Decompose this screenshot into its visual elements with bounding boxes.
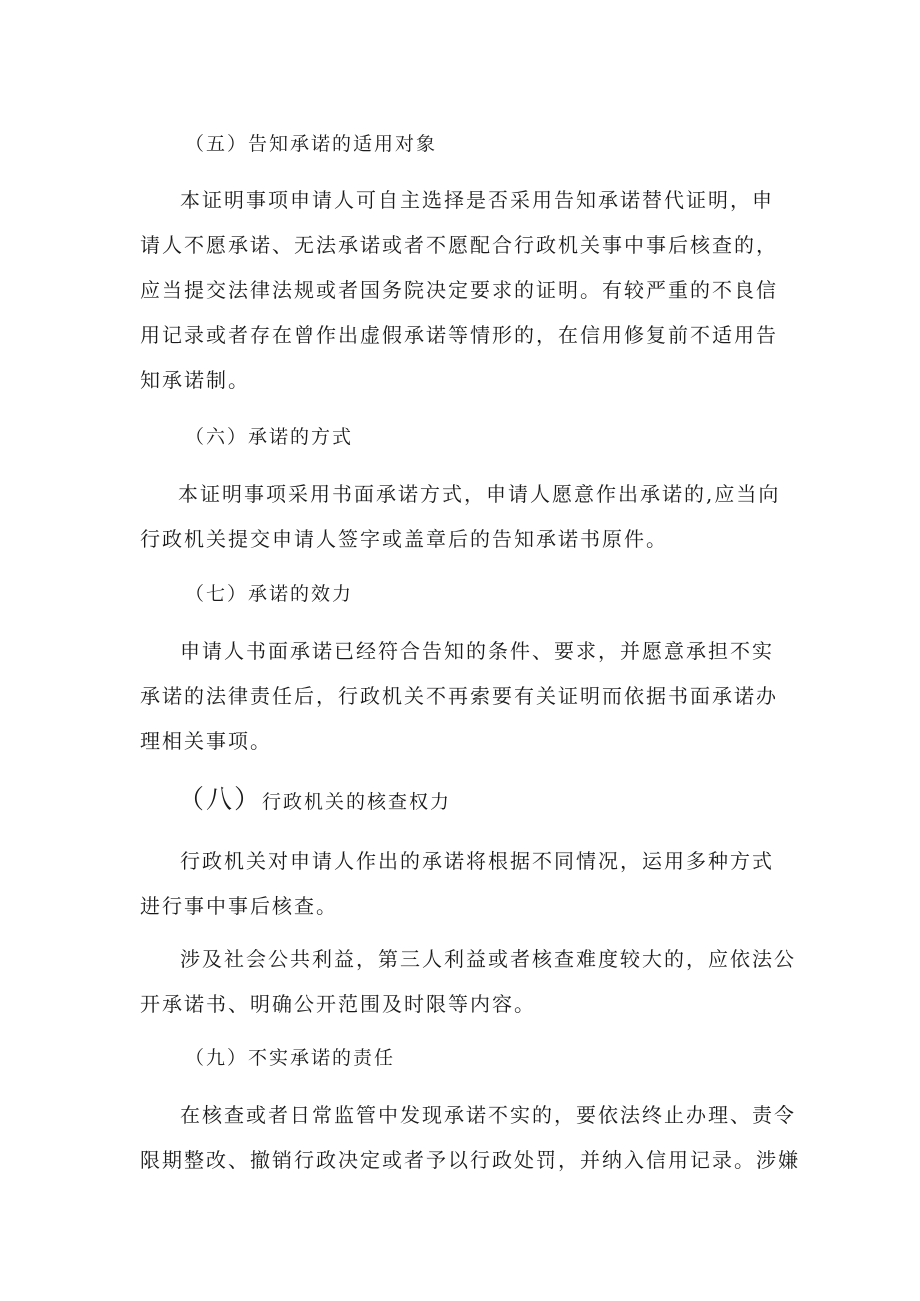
heading-number: （八）: [178, 785, 263, 815]
section-heading-7: （七）承诺的效力: [185, 583, 354, 605]
paragraph-line: 承诺的法律责任后，行政机关不再索要有关证明而依据书面承诺办: [140, 684, 778, 708]
paragraph-line: 开承诺书、明确公开范围及时限等内容。: [140, 992, 536, 1016]
section-heading-9: （九）不实承诺的责任: [185, 1047, 396, 1069]
paragraph-line: 用记录或者存在曾作出虚假承诺等情形的，在信用修复前不适用告: [140, 323, 778, 347]
paragraph-line: 理相关事项。: [140, 729, 272, 753]
paragraph-line: 本证明事项采用书面承诺方式，申请人愿意作出承诺的,应当向: [178, 482, 781, 506]
paragraph-line: 应当提交法律法规或者国务院决定要求的证明。有较严重的不良信: [140, 278, 778, 302]
section-heading-8: [178, 786, 451, 816]
section-heading-6: （六）承诺的方式: [185, 426, 354, 448]
section-heading-5: （五）告知承诺的适用对象: [185, 133, 438, 155]
paragraph-line: 申请人书面承诺已经符合告知的条件、要求，并愿意承担不实: [180, 639, 774, 663]
paragraph-line: 行政机关对申请人作出的承诺将根据不同情况，运用多种方式: [180, 849, 774, 873]
paragraph-line: 涉及社会公共利益，第三人利益或者核查难度较大的，应依法公: [180, 947, 796, 971]
paragraph-line: 请人不愿承诺、无法承诺或者不愿配合行政机关事中事后核查的，: [140, 233, 778, 257]
heading-text: 行政机关的核查权力: [262, 791, 452, 813]
paragraph-line: 行政机关提交申请人签字或盖章后的告知承诺书原件。: [140, 527, 668, 551]
paragraph-line: 限期整改、撤销行政决定或者予以行政处罚，并纳入信用记录。涉嫌: [140, 1148, 800, 1172]
paragraph-line: 在核查或者日常监管中发现承诺不实的，要依法终止办理、责令: [180, 1103, 796, 1127]
paragraph-line: 进行事中事后核查。: [140, 894, 338, 918]
paragraph-line: 本证明事项申请人可自主选择是否采用告知承诺替代证明，申: [180, 188, 774, 212]
paragraph-line: 知承诺制。: [140, 368, 250, 392]
